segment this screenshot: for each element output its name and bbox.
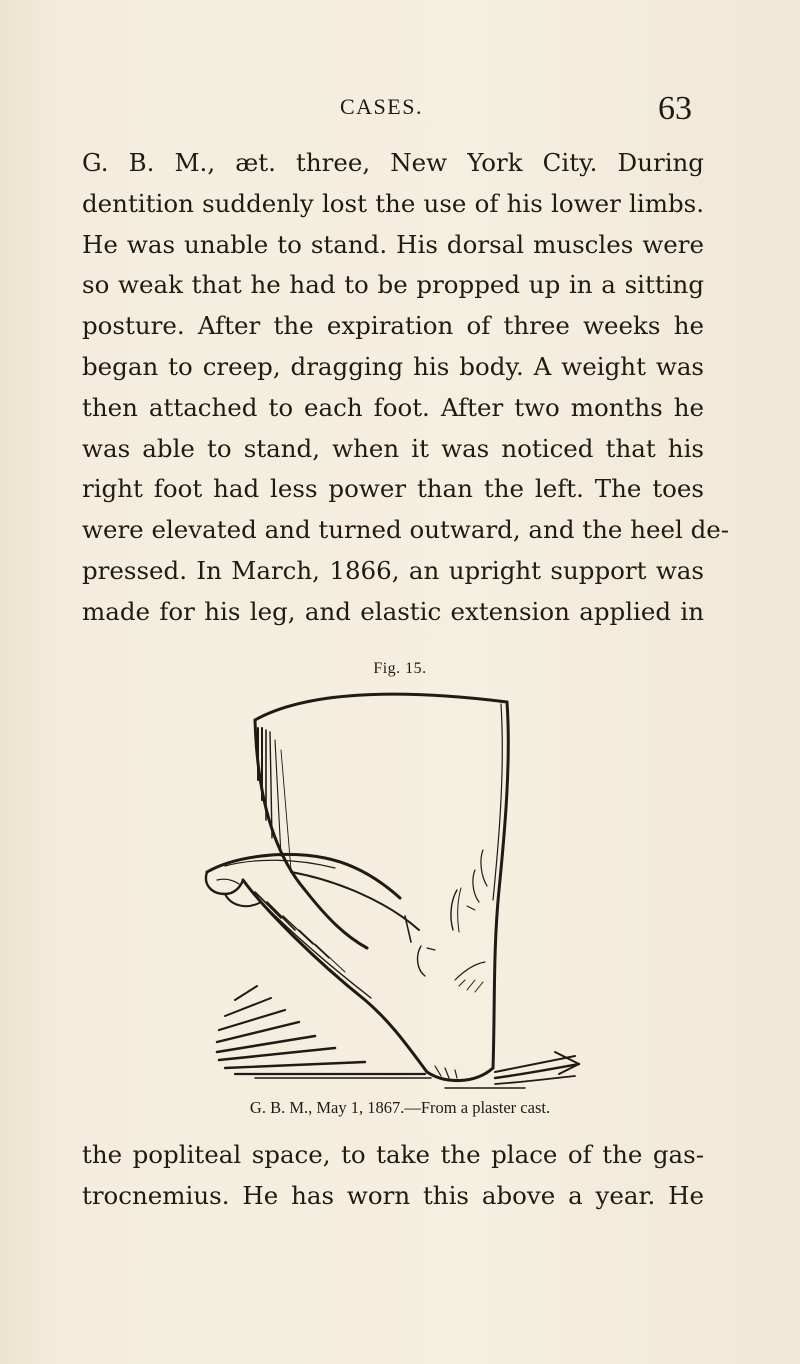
text-line: dentition suddenly lost the use of his lower limbs. [82,188,704,218]
text-line: posture. After the expiration of three weeks he [82,311,704,341]
text-line: G. B. M., æt. three, New York City. During [82,148,704,177]
figure-caption: G. B. M., May 1, 1867.—From a plaster cast. [249,1098,551,1117]
text-line: He was unable to stand. His dorsal muscles were [82,229,704,259]
text-line: trocnemius. He has worn this above a year. He [82,1180,704,1210]
running-title: CASES. [340,94,423,119]
text-line: then attached to each foot. After two months he [82,392,704,422]
text-line: pressed. In March, 1866, an upright support was [82,555,704,585]
text-line: right foot had less power than the left. The toes [82,474,704,504]
text-line: the popliteal space, to take the place of the gas- [82,1140,704,1169]
text-line: made for his leg, and elastic extension applied in [82,596,704,626]
paragraph-1 [82,143,730,633]
paragraph-2 [82,1135,704,1217]
text-line: was able to stand, when it was noticed that his [82,433,704,463]
text-line: were elevated and turned outward, and the heel de- [82,515,730,545]
figure-label: Fig. 15. [373,660,427,677]
running-head [0,90,800,130]
plaster-cast-illustration [195,680,605,1100]
text-line: so weak that he had to be propped up in a sitting [82,270,704,300]
text-line: began to creep, dragging his body. A weight was [82,351,704,381]
page-number: 63 [658,90,692,127]
